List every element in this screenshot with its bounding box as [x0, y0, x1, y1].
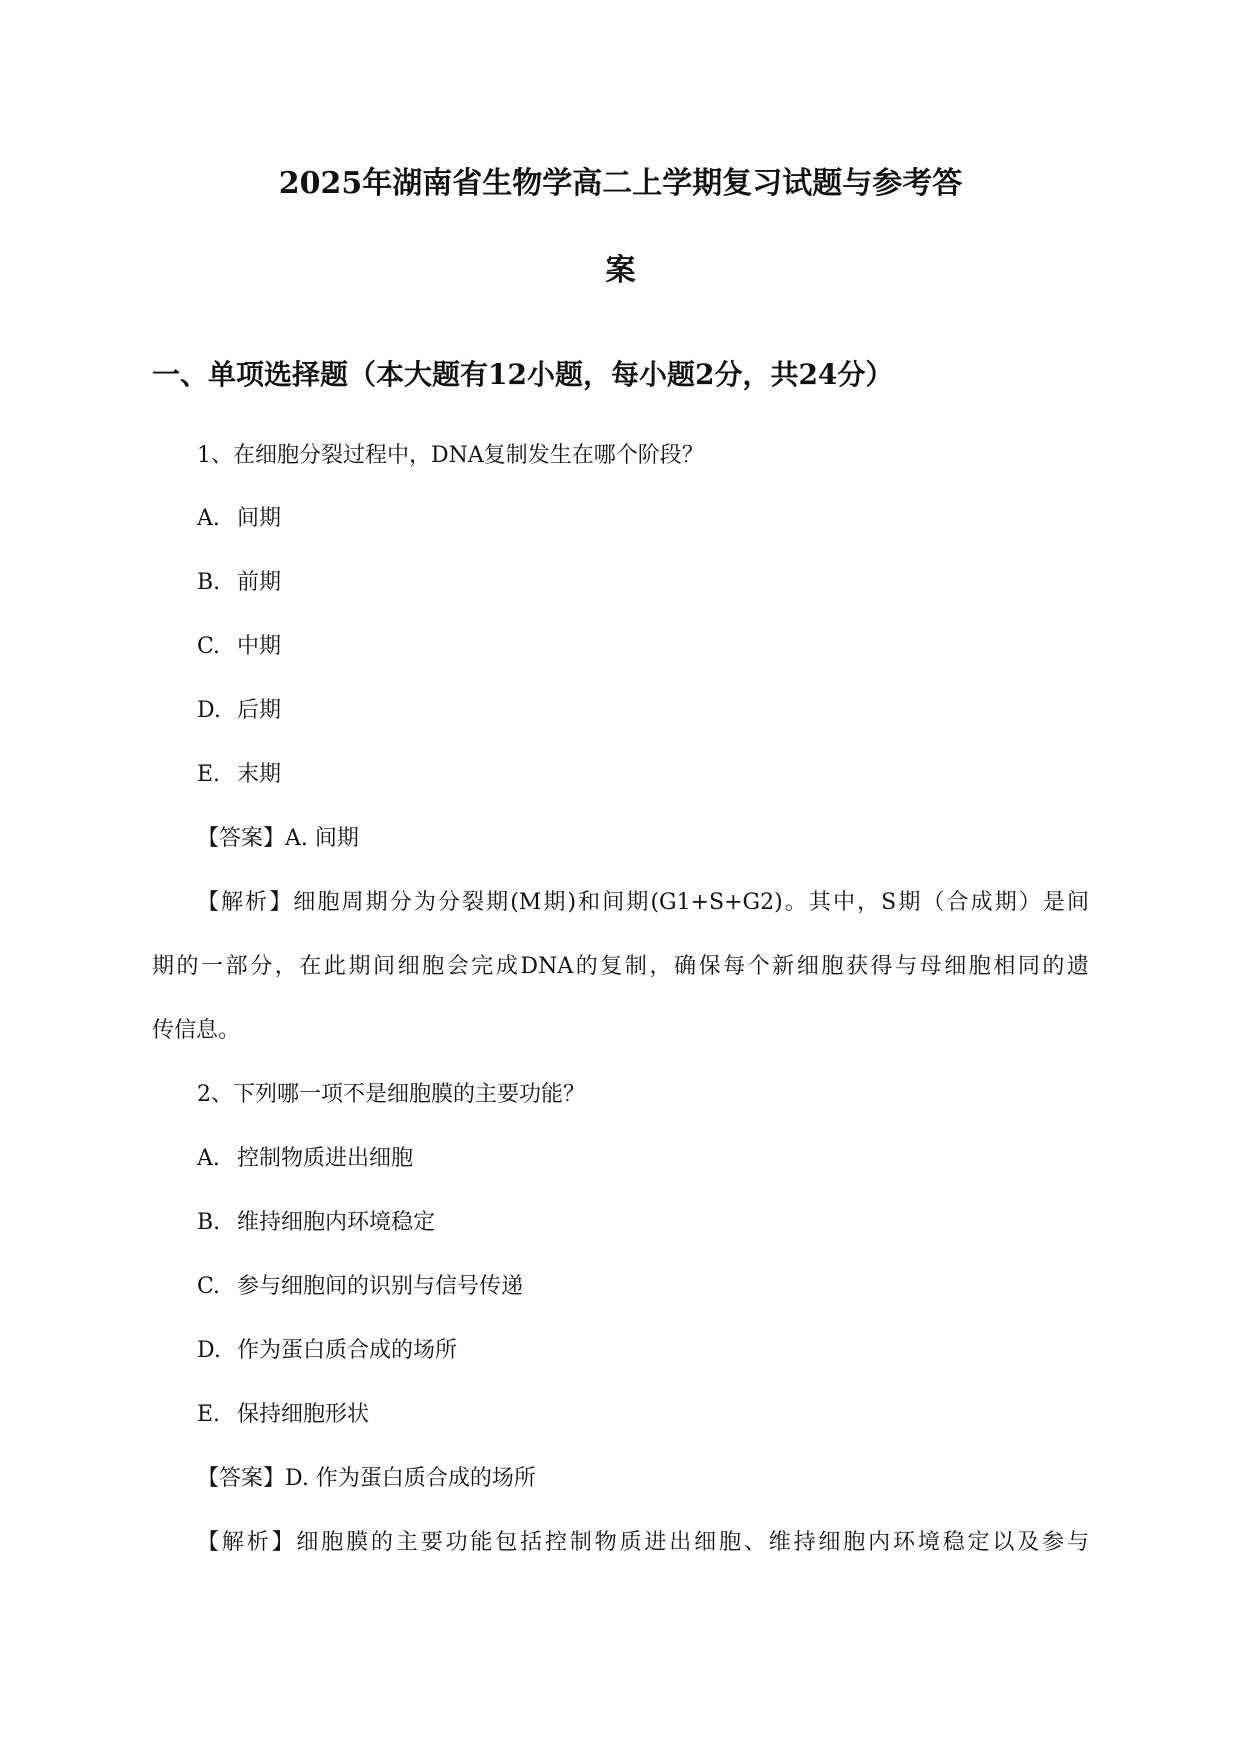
- question-1-answer: 【答案】A. 间期: [197, 826, 359, 851]
- option-text: 作为蛋白质合成的场所: [237, 1338, 458, 1363]
- option-text: 控制物质进出细胞: [237, 1146, 414, 1171]
- question-1-option-b: [197, 568, 281, 598]
- option-letter: B.: [197, 1210, 221, 1235]
- question-1-stem: 1、在细胞分裂过程中，DNA复制发生在哪个阶段？: [197, 443, 704, 468]
- question-2-stem: 2、下列哪一项不是细胞膜的主要功能？: [197, 1082, 585, 1107]
- question-2-option-d: [197, 1336, 457, 1366]
- question-2-option-c: [197, 1272, 523, 1302]
- option-text: 后期: [237, 698, 282, 723]
- option-letter: D.: [197, 698, 221, 723]
- section-heading: 一、单项选择题（本大题有12小题，每小题2分，共24分）: [152, 358, 894, 391]
- question-2-option-e: [197, 1400, 369, 1430]
- option-letter: B.: [197, 570, 221, 595]
- question-1-analysis-line-3: 传信息。: [152, 1018, 241, 1043]
- question-1-option-d: [197, 696, 281, 726]
- option-text: 间期: [237, 506, 282, 531]
- option-letter: D.: [197, 1338, 221, 1363]
- option-letter: E.: [197, 1402, 221, 1427]
- question-2-analysis-line-1: 【解析】细胞膜的主要功能包括控制物质进出细胞、维持细胞内环境稳定以及参与: [197, 1530, 1089, 1555]
- option-text: 中期: [237, 634, 282, 659]
- document-title-line-2: 案: [605, 253, 636, 288]
- document-title-line-1: 2025年湖南省生物学高二上学期复习试题与参考答: [278, 166, 963, 201]
- option-letter: A.: [197, 1146, 220, 1171]
- question-1-option-c: [197, 632, 281, 662]
- option-text: 参与细胞间的识别与信号传递: [237, 1274, 524, 1299]
- question-1-option-a: [197, 504, 281, 534]
- option-letter: C.: [197, 1274, 221, 1299]
- option-text: 末期: [237, 762, 282, 787]
- question-1-analysis-line-1: 【解析】细胞周期分为分裂期(M期)和间期(G1+S+G2)。其中，S期（合成期）是间: [197, 890, 1089, 915]
- question-2-answer: 【答案】D. 作为蛋白质合成的场所: [197, 1466, 536, 1491]
- option-letter: E.: [197, 762, 221, 787]
- option-letter: C.: [197, 634, 221, 659]
- question-1-analysis-line-2: 期的一部分，在此期间细胞会完成DNA的复制，确保每个新细胞获得与母细胞相同的遗: [152, 954, 1089, 979]
- option-letter: A.: [197, 506, 220, 531]
- question-2-option-b: [197, 1208, 435, 1238]
- question-2-option-a: [197, 1144, 413, 1174]
- option-text: 前期: [237, 570, 282, 595]
- option-text: 保持细胞形状: [237, 1402, 370, 1427]
- question-1-option-e: [197, 760, 281, 790]
- option-text: 维持细胞内环境稳定: [237, 1210, 436, 1235]
